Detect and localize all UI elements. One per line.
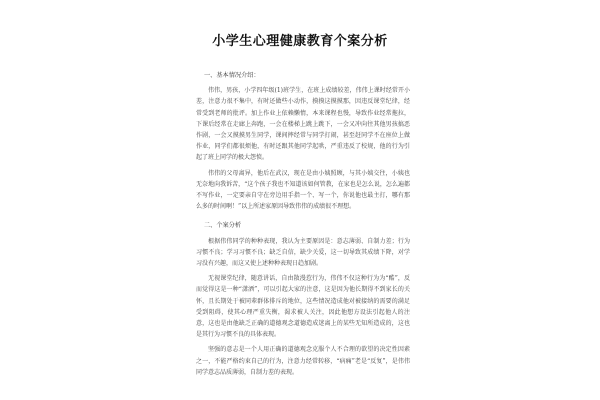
paragraph: 无视课堂纪律，随意讲话，自由散漫惹行为，伟伟不仅这种行为为“酷”，反而觉得这是一种“潇洒”，可以引起大家的注意，这是因为他长期得不到家长的关怀，且长期处于被同辈群体排斥的地位，这些情况造成他对被接纳的需要的满足受到阻碍，使其心理严重失衡，渴求被人关注，因此他想方设法引起他人的注意，这也是由他缺乏正确的道德观念道德造成迷离上的某些无知所造成的，这也是其行为习惯不良的具体表现。 (196, 275, 410, 339)
section-heading-basic-info: 一、基本情况介绍： (204, 72, 260, 79)
section-heading-case-analysis: 二、个案分析 (204, 222, 242, 230)
paragraph: 坚强的意志是一个人用正确的道德观念克服个人不合理的欲望的决定性因素之一，不能严格约束自己的行为，注意力经常转移，“病痛”老是“反复”，是伟伟同学意志品质薄弱，自制力差的表现。 (196, 346, 410, 376)
paragraph: 根据伟伟同学的种种表现，我认为主要原因是：意志薄弱、自制力差；行为习惯不良；学习习惯不良；缺乏自信，缺少关爱，这一切导致其成绩下降，对学习没有兴趣，而这又使上述种种表现日趋加剧。 (196, 237, 410, 268)
document-title: 小学生心理健康教育个案分析 (212, 34, 388, 49)
document-body (196, 70, 410, 382)
paragraph: 伟伟，男孩，小学四年级(1)班学生，在班上成绩较差，伟伟上课时经常开小差，注意力很不集中，有时还做些小动作，摸摸这摸摸那，因违反课堂纪律，经常受到老师的批评。加上作业上依赖懒惰，本来课程也慢，导致作业经常拖拉，下课后经常在走廊上奔跑，一会在楼梯上跳上跳下，一会又冲向往其他男孩搞恶作剧，一会又摸摸男生同学，课间摔经常与同学打闹，甚至赶同学不在座位上做作业，同学们都很烦他，有时还跟其他同学起哄，严重违反了校规，他的行为引起了班上同学的极大怨愤。 (196, 87, 410, 162)
paragraph: 伟伟的父母离异，他后在武汉，现在是由小姨照顾，与其小姨交往，小姨也无奈地向我诉苦，“这个孩子我也不知道该如何管教，在家也是怎么说，怎么遍都不写作业，一定要亲自守在旁边用手指一个、写一个，你说他也最主打，哪有那么多的时间啊！”以上所述家原因导致伟伟的成绩很不理想。 (196, 169, 410, 211)
